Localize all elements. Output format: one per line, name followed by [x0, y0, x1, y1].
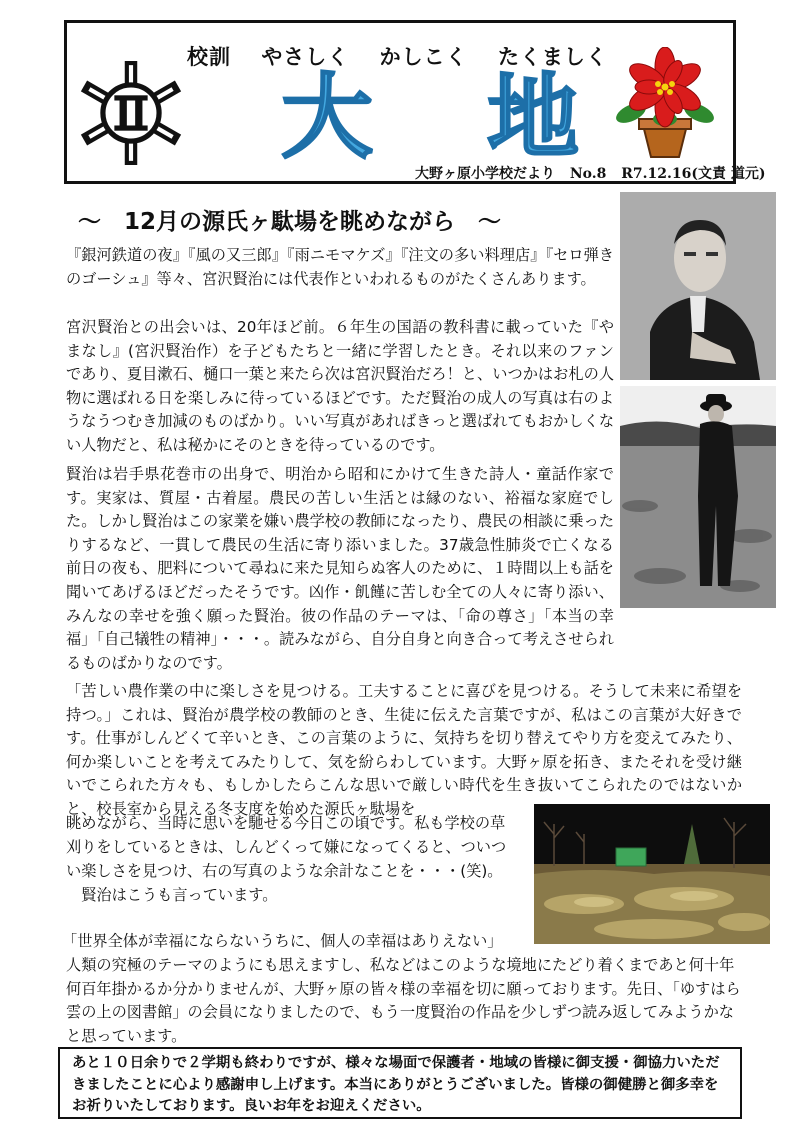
kenji-quote: 「世界全体が幸福にならないうちに、個人の幸福はありえない」 [62, 932, 503, 950]
article-paragraph-1: 『銀河鉄道の夜』『風の又三郎』『雨ニモマケズ』『注文の多い料理店』『セロ弾きのゴーシュ』等々、宮沢賢治には代表作といわれるものがたくさんあります。 [66, 246, 614, 288]
title-char-2: 地 [487, 63, 580, 171]
issue-date: R7.12.16(文責 道元) [621, 166, 766, 182]
article-paragraph-2: 宮沢賢治との出会いは、20年ほど前。６年生の国語の教科書に載っていた『やまなし』(宮沢賢治作）を子どもたちと一緒に学習したとき。それ以来のファンであり、夏目漱石、樋口一葉と来たら次は宮沢賢治だろ！と、いつかはお札の人物に選ばれる日を楽しみに待っているほどです。ただ賢治の成人の写真は右のようなうつむき加減のものばかり。いい写真があればきっと選ばれてもおかしくない人物だと、私は秘かにそのときを待っているのです。 [66, 318, 614, 454]
article-paragraph-final: 人類の究極のテーマのようにも思えますし、私などはこのような境地にたどり着くまであと何十年何百年掛かるか分かりませんが、大野ヶ原の皆々様の幸福を切に願っております。先日、「ゆすはら雲の上の図書館」の会員になりましたので、もう一度賢治の作品を少しずつ読み返してみようかなと思っています。 [66, 956, 741, 1045]
poinsettia-icon [615, 47, 715, 159]
school-newsletter-name: 大野ヶ原小学校だより [415, 166, 555, 182]
portrait-photo-2 [620, 386, 776, 608]
motto-label: 校訓 [187, 44, 231, 69]
article-paragraph-4: 「苦しい農作業の中に楽しさを見つける。工夫することに喜びを見つける。そうして未来に希望を持つ。」これは、賢治が農学校の教師のとき、生徒に伝えた言葉ですが、私はこの言葉が大好きです。仕事がしんどくて辛いとき、この言葉のように、気持ちを切り替えてやり方を変えてみたり、何か楽しいことを考えてみたりして、気を紛らわしています。大野ヶ原を拓き、またそれを受け継いでこられた方々も、もしかしたらこんな思いで厳しい時代を生き抜いてこられたのではないかと、校長室から見える冬支度を始めた源氏ヶ駄場を [66, 682, 743, 818]
portrait-photo-1 [620, 192, 776, 380]
motto-strong: たくましく [497, 44, 608, 69]
article-paragraph-3: 賢治は岩手県花巻市の出身で、明治から昭和にかけて生きた詩人・童話作家です。実家は、質屋・古着屋。農民の苦しい生活とは縁のない、裕福な家庭でした。しかし賢治はこの家業を嫌い農学校の教師になったり、農民の相談に乗ったりするなど、一貫して農民の生活に寄り添いました。37歳急性肺炎で亡くなる前日の夜も、肥料について尋ねに来た見知らぬ客人のために、１時間以上も話を聞いてあげるほどだったそうです。凶作・飢饉に苦しむ全ての人々に寄り添い、みんなの幸せを強く願った賢治。彼の作品のテーマは、「命の尊さ」「本当の幸福」「自己犠牲の精神」・・・。読みながら、自分自身と向き合って考えさせられるものばかりなのです。 [66, 465, 614, 672]
article-line: 賢治はこうも言っています。 [66, 886, 278, 904]
article-line: 眺めながら、当時に思いを馳せる今日この頃です。私も学校の草 [66, 814, 506, 832]
article-line: 刈りをしているときは、しんどくって嫌になってくると、ついつ [66, 838, 507, 856]
motto-kind: やさしく [261, 44, 350, 69]
article-line: い楽しさを見つけ、右の写真のような余計なことを・・・(笑)。 [66, 862, 503, 880]
newsletter-header [64, 20, 766, 184]
field-photo [534, 804, 770, 944]
article-headline: ～ 12月の源氏ヶ駄場を眺めながら ～ [78, 209, 502, 235]
issue-number: No.8 [569, 166, 607, 182]
motto-wise: かしこく [379, 44, 468, 69]
school-emblem-icon [79, 61, 183, 165]
title-char-1: 大 [281, 63, 374, 171]
thanks-box: あと１０日余りで２学期も終わりですが、様々な場面で保護者・地域の皆様に御支援・御協力いただきましたことに心より感謝申し上げます。本当にありがとうございました。皆様の御健勝と御多幸をお祈りいたしております。良いお年をお迎えください。 [58, 1047, 742, 1119]
issue-line [415, 163, 775, 183]
